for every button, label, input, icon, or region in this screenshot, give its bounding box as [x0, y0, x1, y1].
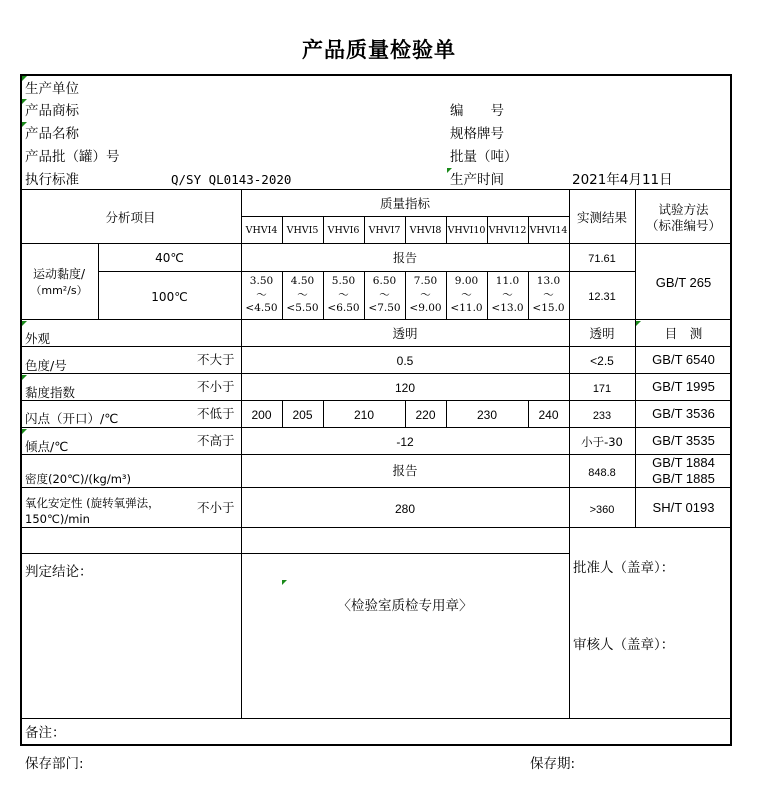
reviewer-label: 审核人（盖章）： — [573, 637, 675, 653]
viscosity-label-1: 运动黏度/ — [32, 267, 86, 281]
rule-header-bottom — [20, 189, 732, 190]
viscosity-range-vhvi6 — [323, 275, 364, 316]
grade-vhvi8: VHVI8 — [409, 225, 442, 236]
range-tilde: ～ — [338, 288, 349, 301]
conclusion-label: 判定结论： — [25, 564, 93, 580]
method-header-1: 试验方法 — [658, 202, 709, 217]
range-bottom: <5.50 — [286, 302, 319, 314]
grade-vhvi12: VHVI12 — [488, 225, 527, 236]
stamp-text: 〈检验室质检专用章〉 — [337, 598, 473, 614]
rule-density-bottom — [20, 487, 732, 488]
remarks-label: 备注： — [25, 725, 66, 741]
oxidation-label-1: 氧化安定性 (旋转氧弹法， — [25, 496, 160, 510]
rule-visc-bottom — [20, 319, 732, 320]
rule-appearance-bottom — [20, 346, 732, 347]
rule-color-bottom — [20, 373, 732, 374]
unit-label: 生产单位 — [25, 81, 79, 97]
vi-spec: 120 — [394, 381, 416, 395]
oxidation-spec: 280 — [394, 502, 416, 516]
density-method-2: GB/T 1885 — [652, 471, 715, 486]
color-method: GB/T 6540 — [652, 352, 715, 367]
batch-label: 产品批（罐）号 — [25, 149, 120, 165]
range-top: 5.50 — [331, 275, 356, 287]
standard-label: 执行标准 — [25, 172, 79, 188]
brand-label: 产品商标 — [25, 103, 79, 119]
date-value: 2021年4月11日 — [572, 172, 673, 188]
standard-value: Q/SY QL0143-2020 — [171, 172, 292, 187]
col-label-right — [241, 189, 242, 718]
result-100: 12.31 — [588, 291, 616, 303]
rule-empty-bottom — [20, 553, 570, 554]
rule-pour-bottom — [20, 454, 732, 455]
grade-vhvi14: VHVI14 — [529, 225, 568, 236]
range-tilde: ～ — [461, 288, 472, 301]
rule-flash-bottom — [20, 427, 732, 428]
temp-40: 40℃ — [155, 251, 184, 265]
appearance-label: 外观 — [25, 331, 51, 346]
cell-mark — [282, 580, 287, 585]
grade-vhvi4: VHVI4 — [245, 225, 278, 236]
range-top: 4.50 — [290, 275, 315, 287]
flash-spec-vhvi14: 240 — [538, 408, 559, 422]
rule-conclusion-bottom — [20, 718, 732, 719]
rule-vi-bottom — [20, 400, 732, 401]
appearance-spec: 透明 — [392, 326, 418, 341]
color-spec: 0.5 — [396, 354, 414, 368]
pour-result: 小于-30 — [581, 435, 623, 449]
density-method-1: GB/T 1884 — [652, 455, 715, 470]
approver-label: 批准人（盖章）： — [573, 560, 675, 576]
vi-qual: 不小于 — [197, 379, 235, 394]
viscosity-range-vhvi4 — [241, 275, 282, 316]
range-tilde: ～ — [543, 288, 554, 301]
page-title: 产品质量检验单 — [302, 38, 456, 62]
range-bottom: <6.50 — [327, 302, 360, 314]
temp-100: 100℃ — [151, 290, 188, 304]
range-tilde: ～ — [420, 288, 431, 301]
range-top: 6.50 — [372, 275, 397, 287]
range-top: 11.0 — [495, 275, 520, 287]
result-header: 实测结果 — [576, 210, 627, 225]
pour-method: GB/T 3535 — [652, 433, 715, 448]
vi-result: 171 — [592, 383, 612, 395]
viscosity-range-vhvi8 — [405, 275, 446, 316]
range-bottom: <13.0 — [491, 302, 524, 314]
report-40: 报告 — [392, 251, 417, 265]
viscosity-range-vhvi10 — [446, 275, 487, 316]
cell-mark — [22, 375, 27, 380]
appearance-result: 透明 — [589, 326, 615, 341]
oxidation-result: >360 — [589, 504, 615, 516]
oxidation-method: SH/T 0193 — [652, 500, 715, 515]
method-header-2: （标准编号） — [645, 218, 721, 233]
number-label: 编 号 — [450, 103, 504, 119]
range-tilde: ～ — [379, 288, 390, 301]
viscosity-method: GB/T 265 — [655, 275, 712, 290]
rule-oxidation-bottom — [20, 527, 732, 528]
range-tilde: ～ — [256, 288, 267, 301]
range-tilde: ～ — [502, 288, 513, 301]
storage-period-label: 保存期: — [530, 756, 576, 772]
density-spec: 报告 — [392, 463, 418, 478]
vi-method: GB/T 1995 — [652, 379, 715, 394]
range-bottom: <4.50 — [245, 302, 278, 314]
flash-method: GB/T 3536 — [652, 406, 715, 421]
date-label: 生产时间 — [450, 172, 504, 188]
flash-spec-vhvi4: 200 — [251, 408, 272, 422]
grade-vhvi6: VHVI6 — [327, 225, 360, 236]
flash-qual: 不低于 — [197, 406, 235, 421]
range-bottom: <7.50 — [368, 302, 401, 314]
col-spec-right — [569, 189, 570, 718]
viscosity-range-vhvi12 — [487, 275, 528, 316]
oxidation-label-2: 150℃)/min — [25, 512, 90, 526]
viscosity-range-vhvi5 — [282, 275, 323, 316]
flash-spec-vhvi6-7: 210 — [353, 408, 375, 422]
range-top: 7.50 — [413, 275, 438, 287]
range-bottom: <9.00 — [409, 302, 442, 314]
appearance-method: 目 测 — [664, 326, 703, 341]
quality-header: 质量指标 — [379, 196, 430, 211]
range-top: 9.00 — [454, 275, 479, 287]
color-result: <2.5 — [590, 354, 614, 368]
density-label: 密度(20℃)/(kg/m³) — [25, 472, 132, 486]
rule-visc40-bottom — [98, 271, 635, 272]
pour-qual: 不高于 — [197, 433, 235, 448]
flash-spec-vhvi8: 220 — [415, 408, 436, 422]
flash-spec-vhvi10-12: 230 — [476, 408, 498, 422]
oxidation-qual: 不小于 — [197, 500, 235, 515]
range-tilde: ～ — [297, 288, 308, 301]
grade-vhvi7: VHVI7 — [368, 225, 401, 236]
range-top: 3.50 — [249, 275, 274, 287]
flash-label: 闪点（开口）/℃ — [25, 411, 119, 426]
color-qual: 不大于 — [197, 352, 235, 367]
item-header: 分析项目 — [105, 210, 156, 225]
storage-dept-label: 保存部门: — [25, 756, 84, 772]
rule-grade-bottom — [20, 243, 732, 244]
grade-vhvi5: VHVI5 — [286, 225, 319, 236]
quantity-label: 批量（吨） — [450, 149, 518, 165]
result-40: 71.61 — [588, 253, 616, 265]
cell-mark — [22, 429, 27, 434]
viscosity-label-2: （mm²/s） — [30, 284, 88, 297]
spec-label: 规格牌号 — [450, 126, 504, 142]
flash-result: 233 — [592, 410, 612, 422]
range-top: 13.0 — [536, 275, 561, 287]
vi-label: 黏度指数 — [25, 385, 76, 400]
flash-spec-vhvi5: 205 — [292, 408, 313, 422]
range-bottom: <11.0 — [450, 302, 483, 314]
color-label: 色度/号 — [25, 358, 67, 373]
name-label: 产品名称 — [25, 126, 79, 142]
viscosity-range-vhvi14 — [528, 275, 569, 316]
pour-spec: -12 — [396, 435, 414, 449]
pour-label: 倾点/℃ — [25, 439, 69, 454]
grade-vhvi10: VHVI10 — [447, 225, 486, 236]
range-bottom: <15.0 — [532, 302, 565, 314]
cell-mark — [22, 321, 27, 326]
density-result: 848.8 — [588, 467, 616, 479]
viscosity-range-vhvi7 — [364, 275, 405, 316]
